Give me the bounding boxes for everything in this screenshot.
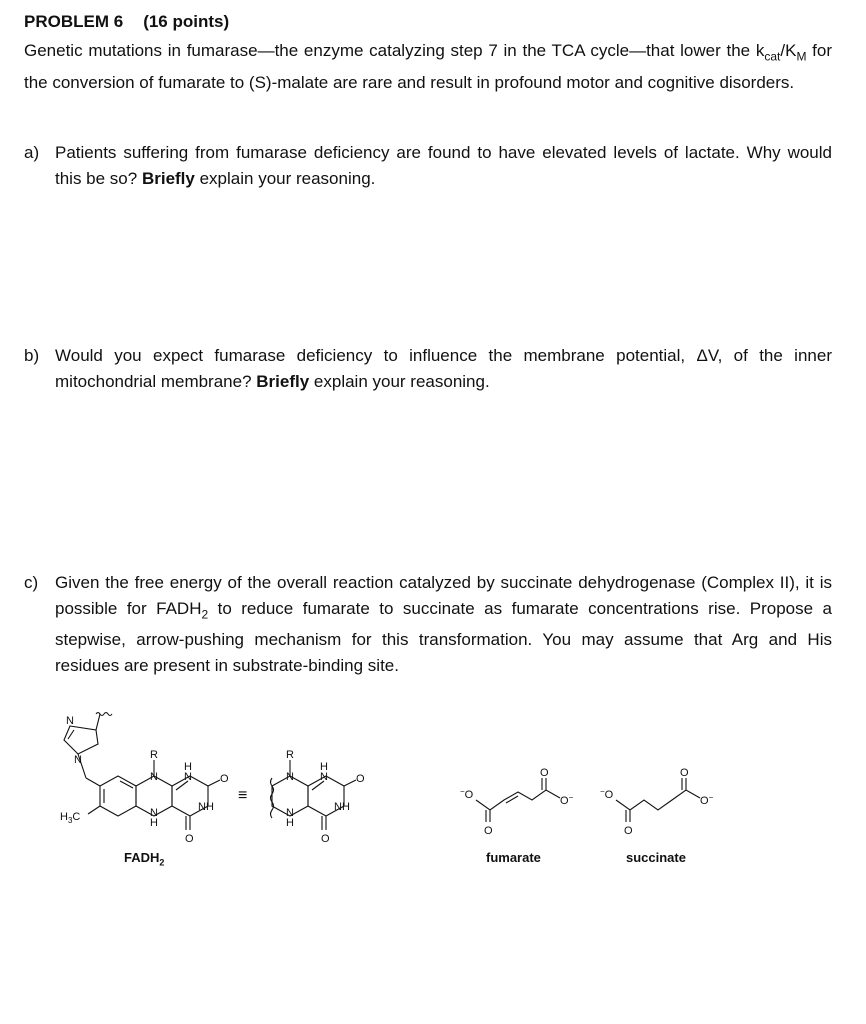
fumarate-label: fumarate [486, 850, 541, 865]
problem-title: PROBLEM 6 [24, 12, 124, 31]
atom-h-1: H [184, 761, 192, 773]
imidazole-double [68, 730, 74, 739]
succinate-chain [616, 790, 700, 810]
atom-nh-1: NH [198, 801, 214, 813]
fumarate-chain [476, 790, 560, 810]
km-k: /K [780, 41, 797, 60]
flavin-structure [271, 760, 357, 830]
question-c-label: c) [24, 573, 39, 592]
question-a-label: a) [24, 143, 40, 162]
atom-r-1: R [150, 749, 158, 761]
question-a-bold: Briefly [141, 168, 195, 188]
flavin-atom-n-2: N [320, 771, 328, 783]
succinate-o-1: O [624, 825, 633, 837]
flavin-atom-o-1: O [356, 773, 365, 785]
atom-h-2: H [150, 817, 158, 829]
flavin-carbonyl-top [344, 780, 356, 786]
atom-n-imid-2: N [74, 754, 82, 766]
problem-header [24, 12, 229, 32]
flavin-atom-o-2: O [321, 833, 330, 845]
question-a-text: Patients suffering from fumarase deficiency are found to have elevated levels of lactate. Why would this be so? [55, 143, 832, 188]
question-c-text: Given the free energy of the overall reaction catalyzed by succinate dehydrogenase (Complex II), it is possible for FADH [55, 573, 832, 618]
flavin-atom-h-1: H [320, 761, 328, 773]
benzene-ring [100, 776, 136, 816]
methyl-group: $H_3C$ [60, 811, 81, 825]
kcat-subscript: cat [764, 49, 781, 64]
succinate-o-2: O [680, 767, 689, 779]
succinate-o-minus-2: O− [700, 793, 714, 807]
kcat-k: k [755, 41, 765, 60]
imidazole-ring [64, 726, 98, 754]
flavin-atom-n-1: N [286, 771, 294, 783]
question-b-text-end: explain your reasoning. [309, 371, 490, 391]
methyl-bond [88, 806, 100, 814]
intro-text-start: Genetic mutations in fumarase—the enzyme catalyzing step 7 in the TCA cycle—that lower the [24, 41, 756, 60]
question-a [24, 140, 832, 191]
atom-n-3: N [150, 807, 158, 819]
question-b-text: Would you expect fumarase deficiency to influence the membrane potential, ΔV, of the inner mitochondrial membrane? [55, 346, 832, 391]
question-b-label: b) [24, 346, 40, 365]
fadh2-subscript: 2 [201, 606, 209, 621]
equivalence-sign: ≡ [238, 787, 248, 804]
question-a-text-end: explain your reasoning. [194, 168, 376, 188]
benzene-double-2 [120, 781, 133, 788]
atom-n-imid-1: N [66, 715, 74, 727]
flavin-atom-nh: NH [334, 801, 350, 813]
problem-points: (16 points) [143, 12, 230, 31]
atom-o-2: O [185, 833, 194, 845]
question-c-text-end: to reduce fumarate to succinate as fumarate concentrations rise. Propose a stepwise, arrow-pushing mechanism for this transformation. You may assume that Arg and His residues are present in substrate-binding site. [55, 598, 832, 675]
fumarate-o-minus-2: O− [560, 793, 574, 807]
backbone-wavy [96, 713, 112, 716]
question-c [24, 570, 832, 678]
fumarate-o-1: O [484, 825, 493, 837]
succinate-label: succinate [626, 850, 686, 865]
mechanism-figure [40, 690, 720, 880]
intro-text-end: for the conversion of fumarate to (S)-malate are rare and result in profound motor and cognitive disorders. [24, 41, 833, 92]
carbonyl-top [208, 780, 220, 786]
atom-o-1: O [220, 773, 229, 785]
flavin-atom-h-2: H [286, 817, 294, 829]
question-b-bold: Briefly [256, 371, 310, 391]
km-subscript: M [796, 49, 807, 64]
succinate-o-minus-1: −O [600, 787, 614, 801]
question-b [24, 343, 832, 394]
problem-intro [24, 38, 832, 95]
fumarate-double [506, 796, 518, 803]
fumarate-o-2: O [540, 767, 549, 779]
fadh2-structure [64, 713, 220, 831]
fumarate-structure [476, 778, 560, 822]
atom-n-1: N [150, 771, 158, 783]
atom-n-2: N [184, 771, 192, 783]
to-benzene [86, 778, 100, 786]
flavin-atom-n-3: N [286, 807, 294, 819]
fumarate-o-minus-1: −O [460, 787, 474, 801]
succinate-structure [616, 778, 700, 822]
his-bond [96, 714, 100, 730]
flavin-atom-r: R [286, 749, 294, 761]
fadh2-label: $FADH_2$ [124, 850, 165, 868]
